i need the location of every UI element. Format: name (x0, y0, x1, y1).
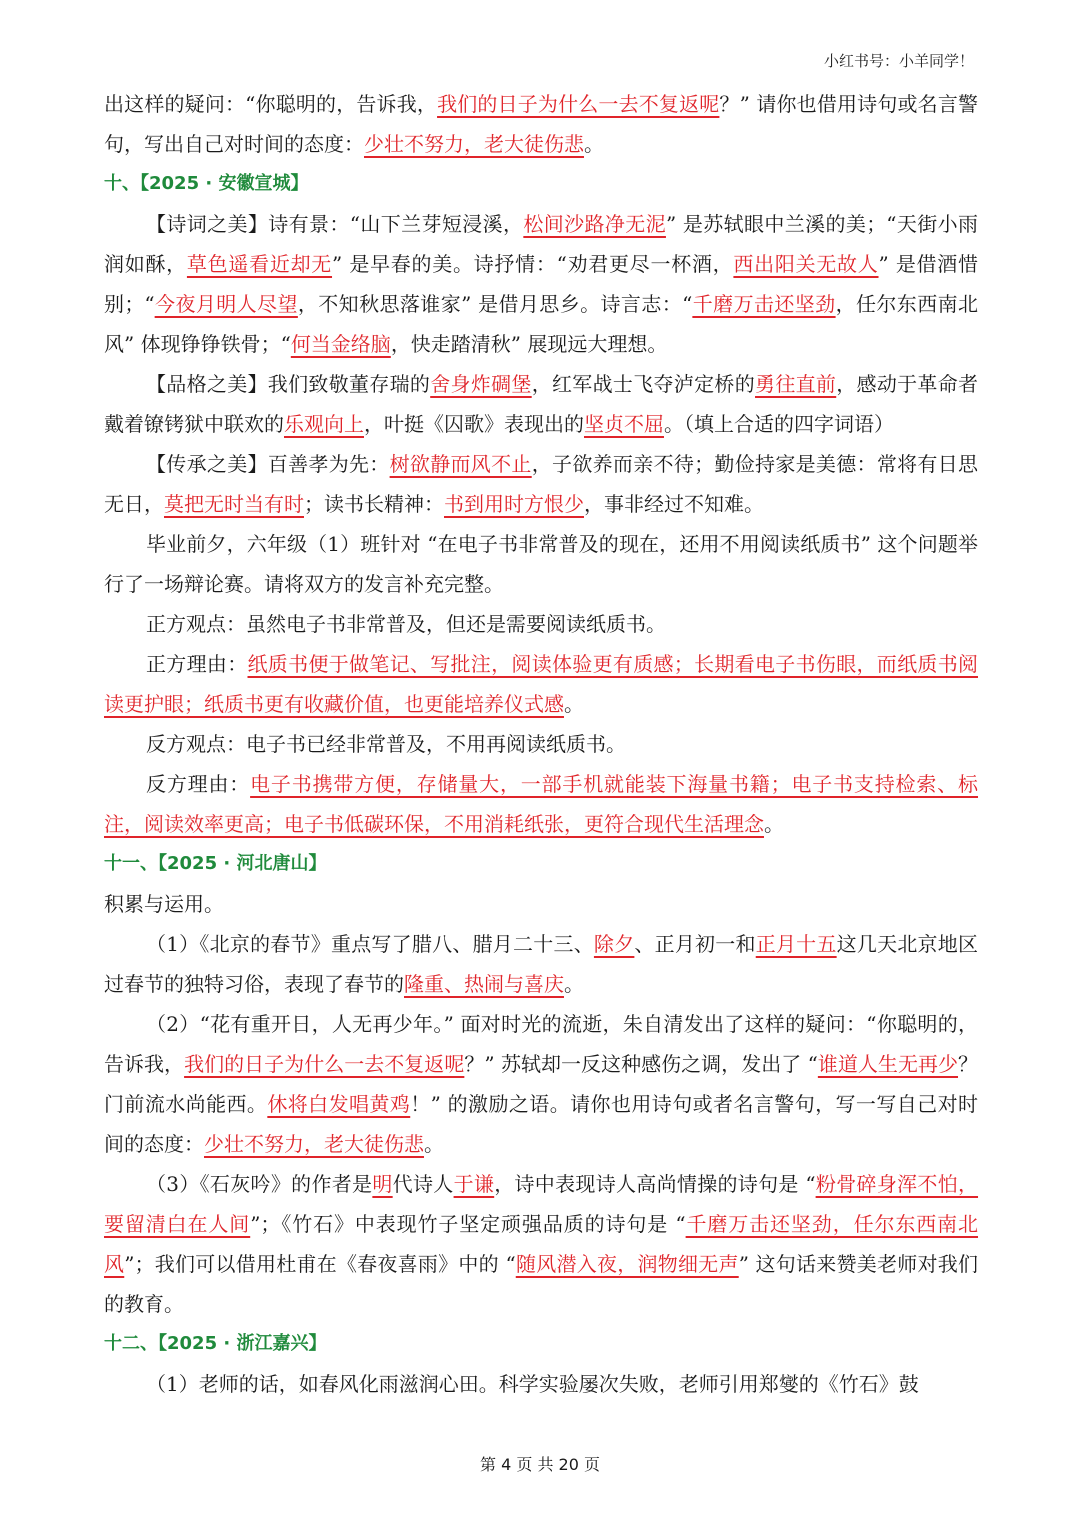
paragraph (104, 1364, 978, 1404)
body-text: 【品格之美】我们致敬董存瑞的 (146, 372, 431, 396)
body-text: ” 是苏轼眼中兰溪的美；“天街小雨润如酥， (104, 212, 978, 276)
paragraph (104, 924, 978, 1004)
body-text: ，快走踏清秋” 展现远大理想。 (390, 332, 668, 356)
paragraph (104, 724, 978, 764)
body-text: 代诗人 (392, 1172, 454, 1196)
body-text: 反方观点：电子书已经非常普及，不用再阅读纸质书。 (146, 732, 626, 756)
answer-text: 电子书携带方便，存储量大，一部手机就能装下海量书籍；电子书支持检索、标注，阅读效率更高；电子书低碳环保，不用消耗纸张，更符合现代生活理念 (104, 772, 979, 836)
answer-text: 我们的日子为什么一去不复返呢 (184, 1052, 465, 1076)
answer-text: 正月十五 (755, 932, 837, 956)
body-text: ！” 的激励之语。请你也用诗句或者名言警句，写一写自己对时间的态度： (104, 1092, 979, 1156)
paragraph (104, 444, 978, 524)
body-text: 。（填上合适的四字词语） (664, 412, 894, 436)
body-text: 【传承之美】百善孝为先： (146, 452, 390, 476)
answer-text: 勇往直前 (755, 372, 837, 396)
answer-text: 纸质书便于做笔记、写批注，阅读体验更有质感；长期看电子书伤眼，而纸质书阅读更护眼；纸质书更有收藏价值，也更能培养仪式感 (104, 652, 978, 716)
section-heading: 十二、【2025 · 浙江嘉兴】 (104, 1333, 327, 1354)
answer-text: 西出阳关无故人 (733, 252, 879, 276)
body-text: 。 (584, 132, 604, 156)
answer-text: 乐观向上 (284, 412, 364, 436)
paragraph (104, 764, 978, 844)
body-text: ？” 请你也借用诗句或名言警句，写出自己对时间的态度： (104, 92, 978, 156)
answer-text: 草色遥看近却无 (186, 252, 333, 276)
body-text: 。 (424, 1132, 444, 1156)
body-text: ” 是借酒惜别；“ (104, 252, 979, 316)
answer-text: 少壮不努力，老大徒伤悲 (364, 132, 584, 156)
body-text: ，感动于革命者戴着镣铐狱中联欢的 (104, 372, 979, 436)
answer-text: 千磨万击还坚劲 (692, 292, 836, 316)
body-text: ？门前流水尚能西。 (104, 1052, 979, 1116)
answer-text: 除夕 (593, 932, 635, 956)
body-text: 、正月初一和 (634, 932, 756, 956)
section-heading: 十、【2025 · 安徽宣城】 (104, 173, 309, 194)
answer-text: 于谦 (453, 1172, 495, 1196)
answer-text: 谁道人生无再少 (817, 1052, 959, 1076)
answer-text: 书到用时方恨少 (444, 492, 584, 516)
body-text: （2）“花有重开日，人无再少年。” 面对时光的流逝，朱自清发出了这样的疑问：“你聪明的，告诉我， (104, 1012, 978, 1076)
body-text: 这几天北京地区过春节的独特习俗，表现了春节的 (104, 932, 978, 996)
body-text: ” 这句话来赞美老师对我们的教育。 (104, 1252, 979, 1316)
paragraph (104, 524, 978, 604)
body-text: 出这样的疑问：“你聪明的，告诉我， (104, 92, 438, 116)
answer-text: 树欲静而风不止 (389, 452, 532, 476)
body-text: （1）老师的话，如春风化雨滋润心田。科学实验屡次失败，老师引用郑燮的《竹石》鼓 (146, 1372, 919, 1396)
page-number: 第 4 页 共 20 页 (480, 1455, 600, 1474)
paragraph (104, 644, 978, 724)
body-text: ”；我们可以借用杜甫在《春夜喜雨》中的 “ (124, 1252, 516, 1276)
body-text: ，不知秋思落谁家” 是借月思乡。诗言志：“ (297, 292, 693, 316)
body-text: 正方观点：虽然电子书非常普及，但还是需要阅读纸质书。 (146, 612, 666, 636)
answer-text: 舍身炸碉堡 (430, 372, 532, 396)
body-text: ？” 苏轼却一反这种感伤之调，发出了 “ (464, 1052, 818, 1076)
answer-text: 粉骨碎身浑不怕，要留清白在人间 (104, 1172, 979, 1236)
body-text: 【诗词之美】诗有景：“山下兰芽短浸溪， (146, 212, 524, 236)
answer-text: 坚贞不屈 (584, 412, 664, 436)
answer-text: 少壮不努力，老大徒伤悲 (204, 1132, 424, 1156)
body-text: 正方理由： (146, 652, 248, 676)
paragraph (104, 884, 978, 924)
body-text: 。 (564, 692, 584, 716)
body-text: ” 是早春的美。诗抒情：“劝君更尽一杯酒， (332, 252, 734, 276)
body-text: ，任尔东西南北风” 体现铮铮铁骨；“ (104, 292, 979, 356)
answer-text: 今夜月明人尽望 (154, 292, 298, 316)
body-text: 反方理由： (146, 772, 251, 796)
paragraph (104, 1004, 978, 1164)
answer-text: 休将白发唱黄鸡 (267, 1092, 411, 1116)
body-text: 。 (764, 812, 784, 836)
paragraph (104, 84, 978, 164)
answer-text: 随风潜入夜，润物细无声 (515, 1252, 739, 1276)
answer-text: 隆重、热闹与喜庆 (404, 972, 564, 996)
body-text: ；读书长精神： (304, 492, 444, 516)
body-text: 积累与运用。 (104, 892, 224, 916)
answer-text: 千磨万击还坚劲，任尔东西南北风 (104, 1212, 979, 1276)
body-text: （1）《北京的春节》重点写了腊八、腊月二十三、 (146, 932, 594, 956)
answer-text: 莫把无时当有时 (164, 492, 304, 516)
body-text: ”；《竹石》中表现竹子坚定顽强品质的诗句是 “ (250, 1212, 686, 1236)
answer-text: 松间沙路净无泥 (523, 212, 666, 236)
paragraph (104, 1164, 978, 1324)
answer-text: 何当金络脑 (290, 332, 391, 356)
body-text: ，子欲养而亲不待；勤俭持家是美德：常将有日思无日， (104, 452, 979, 516)
watermark-text: 小红书号：小羊同学！ (823, 52, 974, 70)
body-text: 。 (564, 972, 584, 996)
answer-text: 我们的日子为什么一去不复返呢 (437, 92, 720, 116)
body-text: ，事非经过不知难。 (584, 492, 764, 516)
body-text: ，红军战士飞夺泸定桥的 (531, 372, 756, 396)
paragraph (104, 204, 978, 364)
body-text: ，诗中表现诗人高尚情操的诗句是 “ (494, 1172, 816, 1196)
paragraph (104, 364, 978, 444)
answer-text: 明 (372, 1172, 393, 1196)
body-text: ，叶挺《囚歌》表现出的 (364, 412, 584, 436)
section-heading: 十一、【2025 · 河北唐山】 (104, 853, 327, 874)
body-text: 毕业前夕，六年级（1）班针对 “在电子书非常普及的现在，还用不用阅读纸质书” 这个问题举行了一场辩论赛。请将双方的发言补充完整。 (104, 532, 978, 596)
document-body (104, 84, 978, 1404)
paragraph (104, 604, 978, 644)
body-text: （3）《石灰吟》的作者是 (146, 1172, 373, 1196)
